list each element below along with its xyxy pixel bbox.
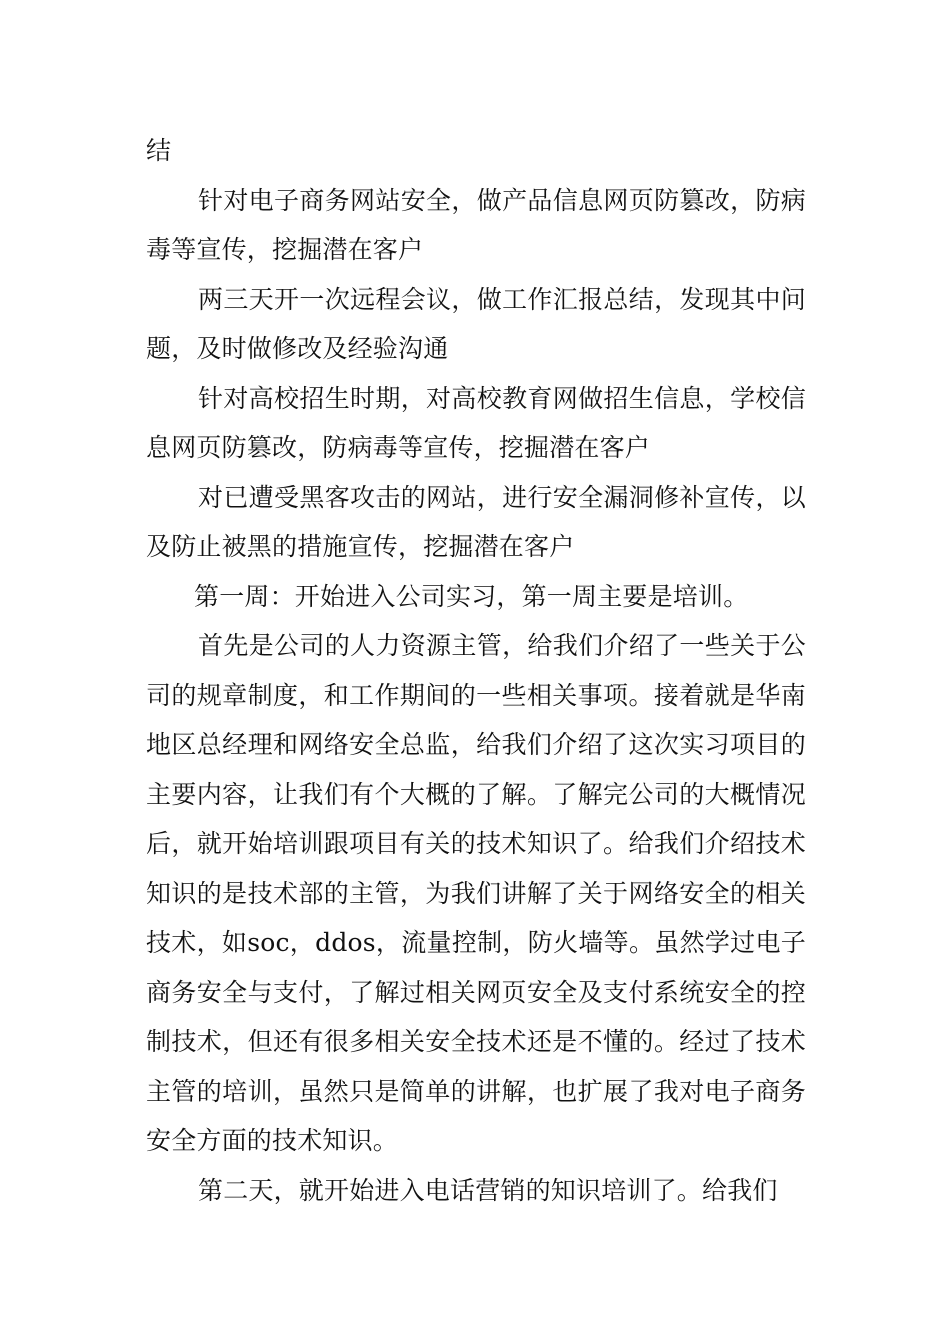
paragraph-remote-meetings: 两三天开一次远程会议，做工作汇报总结，发现其中问题，及时做修改及经验沟通 [146, 284, 806, 363]
paragraph-university-enrollment: 针对高校招生时期，对高校教育网做招生信息，学校信息网页防篡改，防病毒等宣传，挖掘潜在客户 [146, 383, 806, 462]
document-body [146, 126, 806, 1215]
paragraph-second-day: 第二天，就开始进入电话营销的知识培训了。给我们 [198, 1175, 778, 1205]
paragraph-hacked-websites: 对已遭受黑客攻击的网站，进行安全漏洞修补宣传，以及防止被黑的措施宣传，挖掘潜在客户 [146, 482, 806, 561]
paragraph-continuation: 结 [146, 136, 172, 165]
paragraph-training-details: 首先是公司的人力资源主管，给我们介绍了一些关于公司的规章制度，和工作期间的一些相关事项。接着就是华南地区总经理和网络安全总监，给我们介绍了这次实习项目的主要内容，让我们有个大概的了解。了解完公司的大概情况后，就开始培训跟项目有关的技术知识了。给我们介绍技术知识的是技术部的主管，为我们讲解了关于网络安全的相关技术，如soc，ddos，流量控制，防火墙等。虽然学过电子商务安全与支付，了解过相关网页安全及支付系统安全的控制技术，但还有很多相关安全技术还是不懂的。经过了技术主管的培训，虽然只是简单的讲解，也扩展了我对电子商务安全方面的技术知识。 [146, 631, 806, 1155]
paragraph-first-week: 第一周：开始进入公司实习，第一周主要是培训。 [194, 581, 749, 611]
paragraph-ecommerce-security: 针对电子商务网站安全，做产品信息网页防篡改，防病毒等宣传，挖掘潜在客户 [146, 185, 806, 264]
